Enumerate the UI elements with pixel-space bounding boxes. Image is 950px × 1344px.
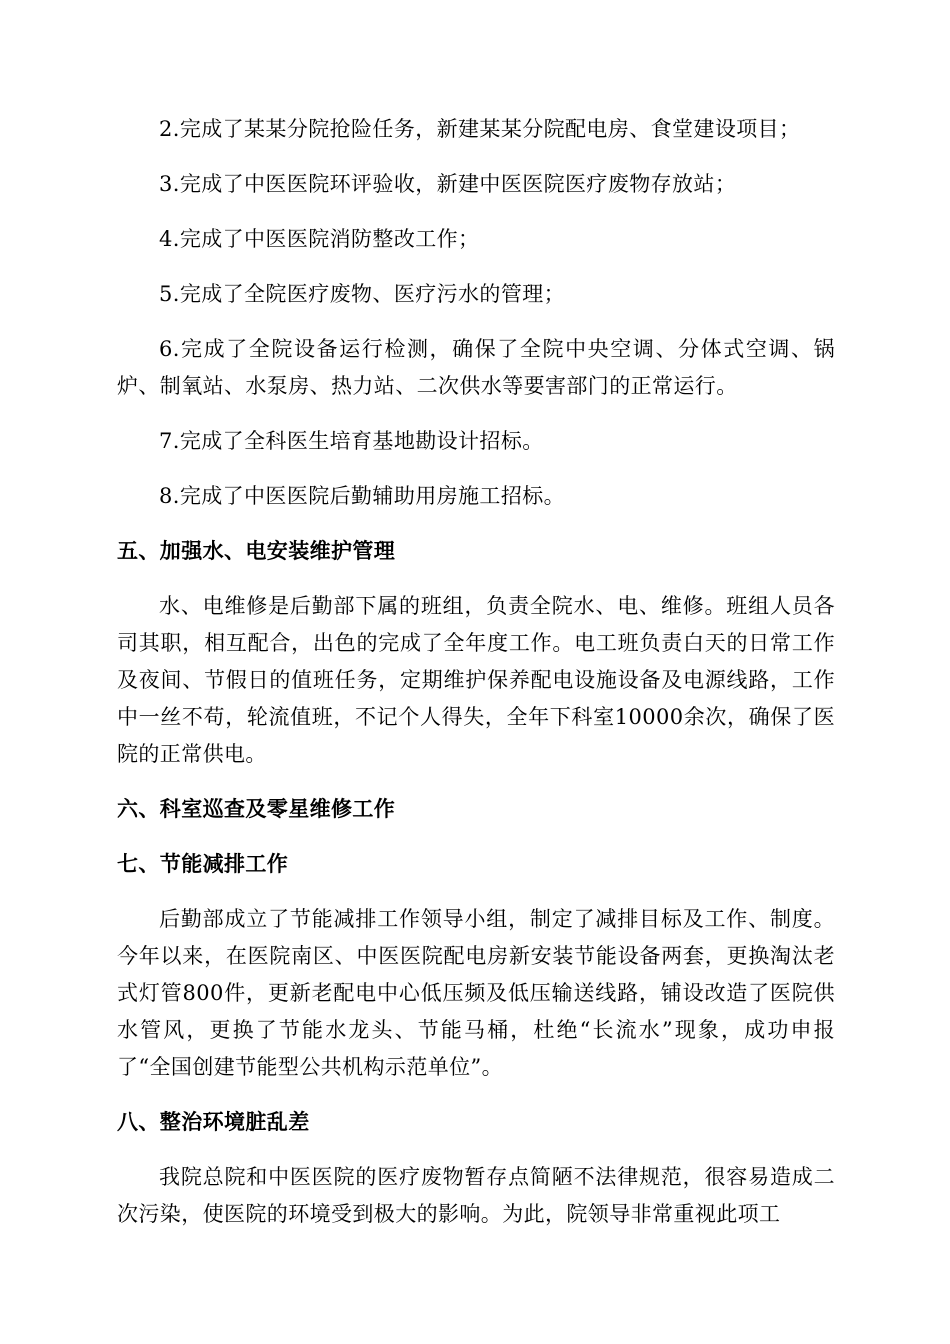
section-8-paragraph: 我院总院和中医医院的医疗废物暂存点简陋不法律规范，很容易造成二次污染，使医院的环境受到极大的影响。为此，院领导非常重视此项工 [117,1165,835,1226]
section-7-paragraph: 后勤部成立了节能减排工作领导小组，制定了减排目标及工作、制度。今年以来，在医院南区、中医医院配电房新安装节能设备两套，更换淘汰老式灯管800件，更新老配电中心低压频及低压输送线路，铺设改造了医院供水管风，更换了节能水龙头、节能马桶，杜绝“长流水”现象，成功申报了“全国创建节能型公共机构示范单位”。 [117,907,835,1079]
section-7-heading: 七、节能减排工作 [117,852,289,876]
list-item-8: 8.完成了中医医院后勤辅助用房施工招标。 [159,484,566,508]
section-5-heading: 五、加强水、电安装维护管理 [117,539,396,563]
section-8-heading: 八、整治环境脏乱差 [117,1110,310,1134]
document-page [117,111,835,1251]
section-5-paragraph: 水、电维修是后勤部下属的班组，负责全院水、电、维修。班组人员各司其职，相互配合，出色的完成了全年度工作。电工班负责白天的日常工作及夜间、节假日的值班任务，定期维护保养配电设施设备及电源线路，工作中一丝不苟，轮流值班，不记个人得失，全年下科室10000余次，确保了医院的正常供电。 [117,594,835,766]
list-item-5: 5.完成了全院医疗废物、医疗污水的管理； [159,282,566,306]
list-item-7: 7.完成了全科医生培育基地勘设计招标。 [159,429,544,453]
list-item-4: 4.完成了中医医院消防整改工作； [159,227,480,251]
section-6-heading: 六、科室巡查及零星维修工作 [117,797,396,821]
list-item-3: 3.完成了中医医院环评验收，新建中医医院医疗废物存放站； [159,172,737,196]
list-item-2: 2.完成了某某分院抢险任务，新建某某分院配电房、食堂建设项目； [159,117,801,141]
list-item-6: 6.完成了全院设备运行检测，确保了全院中央空调、分体式空调、锅炉、制氧站、水泵房、热力站、二次供水等要害部门的正常运行。 [117,337,835,398]
